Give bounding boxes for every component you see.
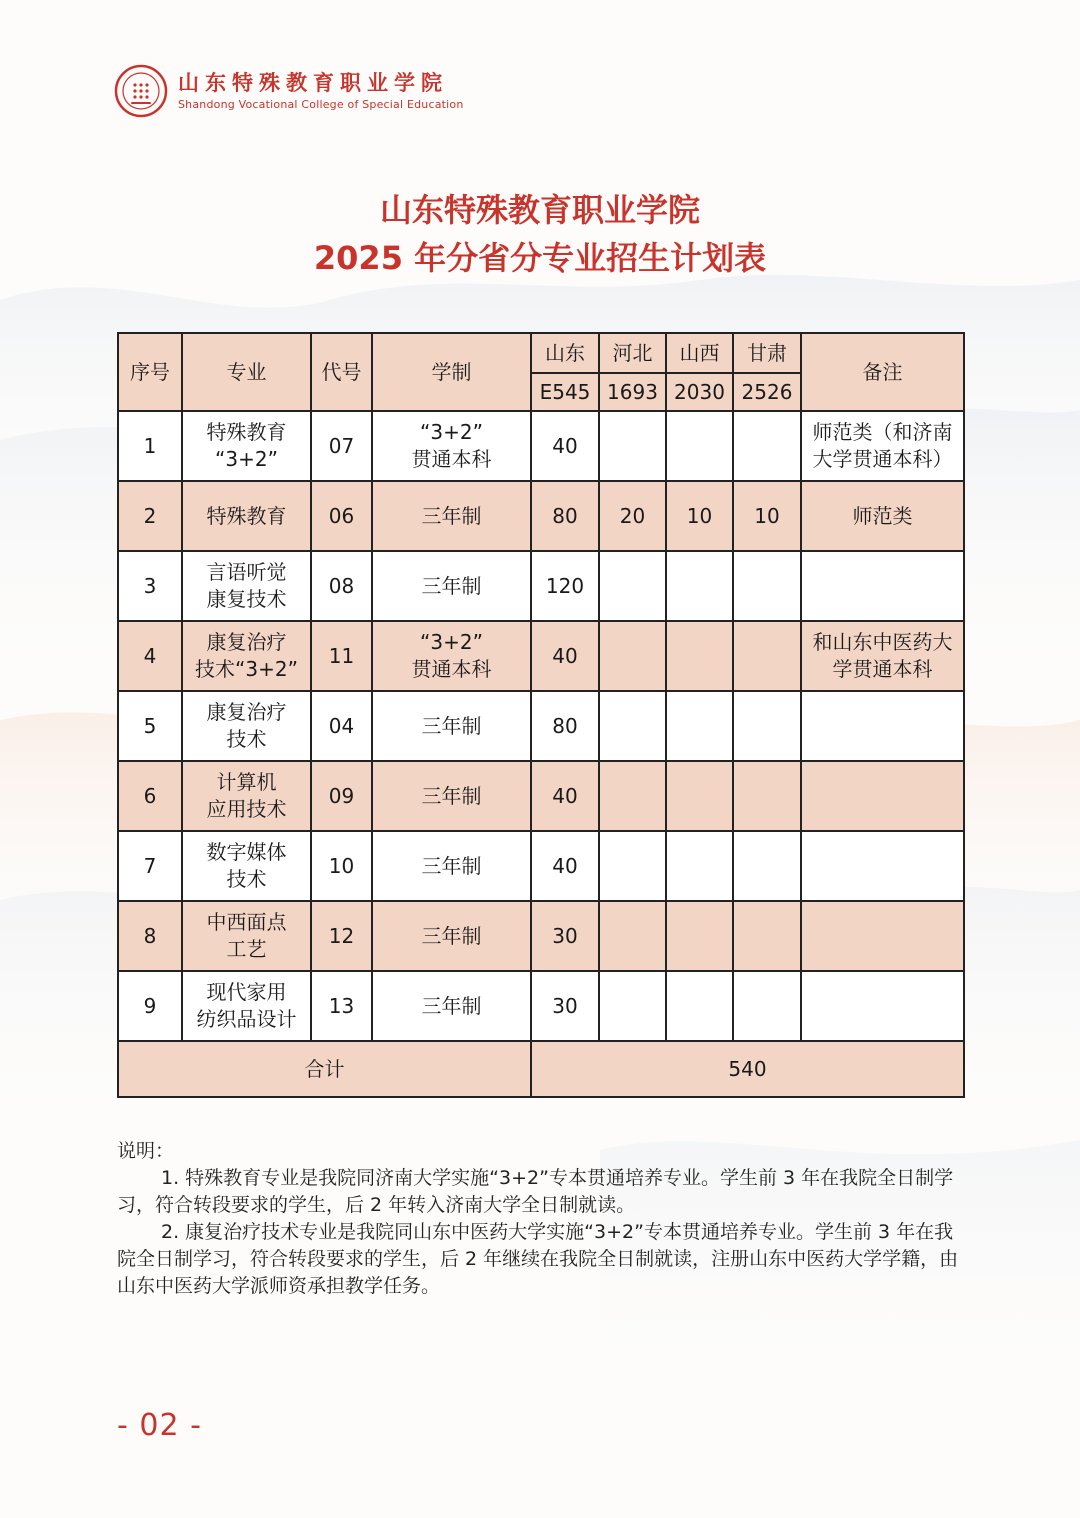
table-row: [118, 551, 964, 621]
table-row: [118, 481, 964, 551]
cell-shandong: 120: [531, 551, 599, 621]
cell-shandong: 30: [531, 971, 599, 1041]
header-province-shanxi: 山西: [666, 333, 733, 373]
cell-code: 06: [311, 481, 372, 551]
table-row: [118, 901, 964, 971]
header-seq: 序号: [118, 333, 182, 411]
cell-major: [182, 691, 311, 761]
cell-shanxi: [666, 761, 733, 831]
cell-major-line: 数字媒体: [206, 840, 287, 864]
cell-gansu: [733, 621, 801, 691]
table-row: [118, 761, 964, 831]
cell-major: 特殊教育: [182, 481, 311, 551]
cell-shandong: 40: [531, 761, 599, 831]
cell-gansu: [733, 551, 801, 621]
cell-duration: 三年制: [372, 691, 531, 761]
cell-notes: [801, 621, 964, 691]
cell-shanxi: 10: [666, 481, 733, 551]
cell-hebei: [599, 901, 666, 971]
cell-notes-line: 学贯通本科: [832, 657, 933, 681]
cell-seq: 4: [118, 621, 182, 691]
cell-seq: 7: [118, 831, 182, 901]
college-header: [114, 64, 464, 118]
table-total-row: [118, 1041, 964, 1097]
table-row: [118, 411, 964, 481]
title-line-2: 2025 年分省分专业招生计划表: [313, 239, 767, 277]
cell-duration: 三年制: [372, 971, 531, 1041]
cell-code: 08: [311, 551, 372, 621]
total-value: 540: [531, 1041, 964, 1097]
cell-major: [182, 901, 311, 971]
cell-major-line: 技术: [226, 867, 267, 891]
page-title: [0, 186, 1080, 282]
cell-hebei: [599, 971, 666, 1041]
cell-major-line: 技术: [226, 727, 267, 751]
cell-notes: [801, 971, 964, 1041]
cell-code: 07: [311, 411, 372, 481]
cell-duration: 三年制: [372, 481, 531, 551]
cell-duration-line: 贯通本科: [411, 447, 492, 471]
cell-gansu: [733, 831, 801, 901]
cell-code: 12: [311, 901, 372, 971]
header-code-shanxi: 2030: [666, 373, 733, 411]
cell-major-line: 现代家用: [206, 980, 287, 1004]
cell-notes: [801, 411, 964, 481]
cell-code: 13: [311, 971, 372, 1041]
cell-gansu: [733, 761, 801, 831]
cell-major: [182, 621, 311, 691]
cell-gansu: [733, 971, 801, 1041]
title-line-1: 山东特殊教育职业学院: [379, 191, 700, 229]
cell-duration: [372, 621, 531, 691]
cell-shanxi: [666, 831, 733, 901]
cell-shanxi: [666, 621, 733, 691]
note-item-1: 1. 特殊教育专业是我院同济南大学实施“3+2”专本贯通培养专业。学生前 3 年在我院全日制学习，符合转段要求的学生，后 2 年转入济南大学全日制就读。: [117, 1167, 954, 1216]
cell-shandong: 30: [531, 901, 599, 971]
cell-duration: 三年制: [372, 761, 531, 831]
cell-notes-line: 和山东中医药大: [812, 630, 953, 654]
header-code-hebei: 1693: [599, 373, 666, 411]
cell-shandong: 40: [531, 621, 599, 691]
header-province-gansu: 甘肃: [733, 333, 801, 373]
cell-hebei: [599, 831, 666, 901]
cell-duration: 三年制: [372, 901, 531, 971]
cell-notes: [801, 901, 964, 971]
cell-shanxi: [666, 691, 733, 761]
notes-heading: 说明：: [117, 1140, 175, 1162]
cell-major-line: 康复治疗: [206, 630, 287, 654]
cell-notes: [801, 691, 964, 761]
table-row: [118, 691, 964, 761]
header-province-hebei: 河北: [599, 333, 666, 373]
table-row: [118, 621, 964, 691]
cell-gansu: [733, 411, 801, 481]
cell-shandong: 80: [531, 481, 599, 551]
college-seal-icon: [114, 64, 168, 118]
cell-seq: 2: [118, 481, 182, 551]
cell-major-line: “3+2”: [215, 447, 278, 471]
cell-major-line: 康复技术: [206, 587, 287, 611]
cell-duration: [372, 411, 531, 481]
cell-duration-line: 贯通本科: [411, 657, 492, 681]
header-major: 专业: [182, 333, 311, 411]
cell-code: 09: [311, 761, 372, 831]
note-item-2: 2. 康复治疗技术专业是我院同山东中医药大学实施“3+2”专本贯通培养专业。学生前 3 年在我院全日制学习，符合转段要求的学生，后 2 年继续在我院全日制就读，注册山东中医药大学学籍，由山东中医药大学派师资承担教学任务。: [117, 1221, 959, 1297]
header-code: 代号: [311, 333, 372, 411]
cell-major-line: 计算机: [216, 770, 277, 794]
cell-duration-line: “3+2”: [420, 630, 483, 654]
cell-code: 11: [311, 621, 372, 691]
header-duration: 学制: [372, 333, 531, 411]
cell-major: [182, 971, 311, 1041]
header-province-shandong: 山东: [531, 333, 599, 373]
cell-hebei: [599, 691, 666, 761]
cell-shandong: 80: [531, 691, 599, 761]
cell-seq: 3: [118, 551, 182, 621]
table-row: [118, 831, 964, 901]
cell-major: [182, 411, 311, 481]
cell-major-line: 康复治疗: [206, 700, 287, 724]
cell-major: [182, 761, 311, 831]
cell-notes-line: 师范类（和济南: [812, 420, 953, 444]
cell-shandong: 40: [531, 411, 599, 481]
cell-notes: [801, 831, 964, 901]
cell-duration: 三年制: [372, 551, 531, 621]
cell-major-line: 言语听觉: [206, 560, 287, 584]
cell-hebei: [599, 761, 666, 831]
cell-duration: 三年制: [372, 831, 531, 901]
cell-major-line: 特殊教育: [206, 420, 287, 444]
cell-hebei: 20: [599, 481, 666, 551]
cell-notes: 师范类: [801, 481, 964, 551]
cell-seq: 5: [118, 691, 182, 761]
cell-major-line: 工艺: [226, 937, 267, 961]
header-code-shandong: E545: [531, 373, 599, 411]
cell-shanxi: [666, 901, 733, 971]
cell-gansu: 10: [733, 481, 801, 551]
page-number: - 02 -: [117, 1408, 202, 1443]
cell-seq: 9: [118, 971, 182, 1041]
cell-seq: 8: [118, 901, 182, 971]
cell-shanxi: [666, 411, 733, 481]
cell-shandong: 40: [531, 831, 599, 901]
header-code-gansu: 2526: [733, 373, 801, 411]
cell-major: [182, 831, 311, 901]
cell-major-line: 中西面点: [206, 910, 287, 934]
total-label: 合计: [118, 1041, 531, 1097]
cell-duration-line: “3+2”: [420, 420, 483, 444]
cell-notes: [801, 761, 964, 831]
college-name-en: Shandong Vocational College of Special Education: [178, 98, 464, 111]
enrollment-plan-table: [117, 332, 965, 1098]
cell-code: 04: [311, 691, 372, 761]
explanation-notes: [117, 1138, 963, 1300]
cell-shanxi: [666, 551, 733, 621]
table-header-row: [118, 333, 964, 373]
cell-hebei: [599, 551, 666, 621]
cell-shanxi: [666, 971, 733, 1041]
college-name-cn: 山东特殊教育职业学院: [178, 71, 448, 95]
cell-major-line: 应用技术: [206, 797, 287, 821]
cell-notes-line: 大学贯通本科）: [812, 447, 953, 471]
cell-major: [182, 551, 311, 621]
cell-gansu: [733, 901, 801, 971]
header-notes: 备注: [801, 333, 964, 411]
cell-major-line: 技术“3+2”: [195, 657, 298, 681]
cell-hebei: [599, 411, 666, 481]
cell-major-line: 纺织品设计: [196, 1007, 297, 1031]
table-row: [118, 971, 964, 1041]
cell-seq: 6: [118, 761, 182, 831]
cell-code: 10: [311, 831, 372, 901]
cell-gansu: [733, 691, 801, 761]
cell-seq: 1: [118, 411, 182, 481]
cell-notes: [801, 551, 964, 621]
cell-hebei: [599, 621, 666, 691]
